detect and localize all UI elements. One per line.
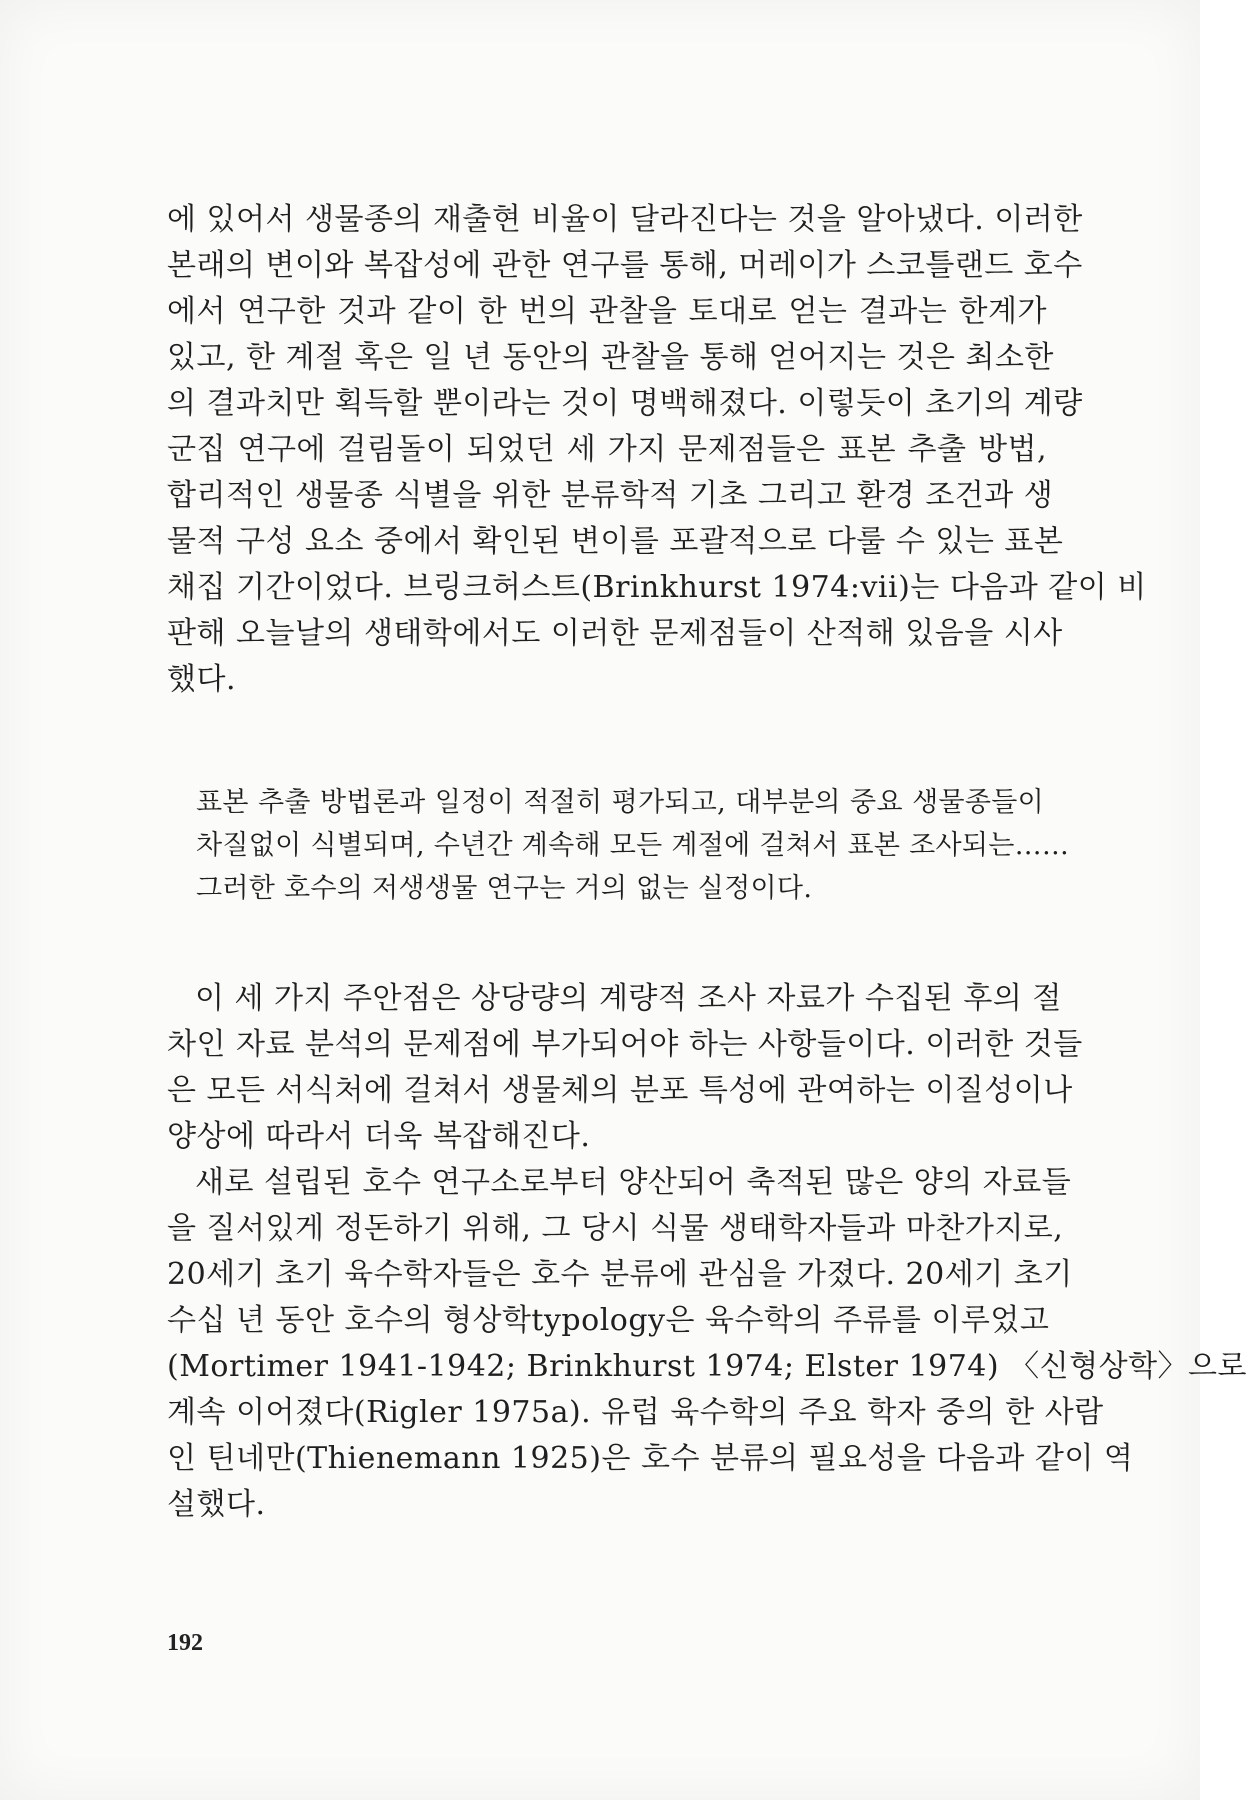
- text-line: 은 모든 서식처에 걸쳐서 생물체의 분포 특성에 관여하는 이질성이나: [167, 1073, 1073, 1108]
- text-line: 판해 오늘날의 생태학에서도 이러한 문제점들이 산적해 있음을 시사: [167, 616, 1063, 651]
- text-line: 이 세 가지 주안점은 상당량의 계량적 조사 자료가 수집된 후의 절: [195, 981, 1062, 1016]
- text-line: 을 질서있게 정돈하기 위해, 그 당시 식물 생태학자들과 마찬가지로,: [167, 1211, 1064, 1246]
- text-line: 있고, 한 계절 혹은 일 년 동안의 관찰을 통해 얻어지는 것은 최소한: [167, 340, 1054, 375]
- text-line: 인 틴네만(Thienemann 1925)은 호수 분류의 필요성을 다음과 같이 역: [167, 1441, 1134, 1476]
- text-line: 차인 자료 분석의 문제점에 부가되어야 하는 사항들이다. 이러한 것들: [167, 1027, 1083, 1062]
- text-line: 20세기 초기 육수학자들은 호수 분류에 관심을 가졌다. 20세기 초기: [167, 1257, 1073, 1292]
- quote-line: 그러한 호수의 저생생물 연구는 거의 없는 실정이다.: [196, 873, 813, 904]
- text-line: 본래의 변이와 복잡성에 관한 연구를 통해, 머레이가 스코틀랜드 호수: [167, 248, 1083, 283]
- page-number: 192: [167, 1630, 203, 1656]
- body-paragraph-1: [167, 197, 1147, 703]
- text-line: 새로 설립된 호수 연구소로부터 양산되어 축적된 많은 양의 자료들: [195, 1165, 1072, 1200]
- text-line: 물적 구성 요소 중에서 확인된 변이를 포괄적으로 다룰 수 있는 표본: [167, 524, 1064, 559]
- text-line: 수십 년 동안 호수의 형상학typology은 육수학의 주류를 이루었고: [167, 1303, 1050, 1338]
- text-line: (Mortimer 1941-1942; Brinkhurst 1974; Elster 1974) 〈신형상학〉으로: [167, 1349, 1247, 1384]
- text-line: 양상에 따라서 더욱 복잡해진다.: [167, 1119, 591, 1154]
- text-line: 군집 연구에 걸림돌이 되었던 세 가지 문제점들은 표본 추출 방법,: [167, 432, 1047, 467]
- body-paragraph-2: [167, 976, 1247, 1528]
- text-line: 합리적인 생물종 식별을 위한 분류학적 기초 그리고 환경 조건과 생: [167, 478, 1054, 513]
- text-line: 에서 연구한 것과 같이 한 번의 관찰을 토대로 얻는 결과는 한계가: [167, 294, 1047, 329]
- text-line: 했다.: [167, 662, 236, 697]
- text-line: 의 결과치만 획득할 뿐이라는 것이 명백해졌다. 이렇듯이 초기의 계량: [167, 386, 1083, 421]
- block-quote: [196, 781, 1070, 910]
- quote-line: 차질없이 식별되며, 수년간 계속해 모든 계절에 걸쳐서 표본 조사되는……: [196, 830, 1070, 861]
- text-line: 계속 이어졌다(Rigler 1975a). 유럽 육수학의 주요 학자 중의 한 사람: [167, 1395, 1104, 1430]
- quote-line: 표본 추출 방법론과 일정이 적절히 평가되고, 대부분의 중요 생물종들이: [196, 787, 1044, 818]
- text-line: 에 있어서 생물종의 재출현 비율이 달라진다는 것을 알아냈다. 이러한: [167, 202, 1083, 237]
- text-line: 채집 기간이었다. 브링크허스트(Brinkhurst 1974:vii)는 다음과 같이 비: [167, 570, 1147, 605]
- text-line: 설했다.: [167, 1487, 266, 1522]
